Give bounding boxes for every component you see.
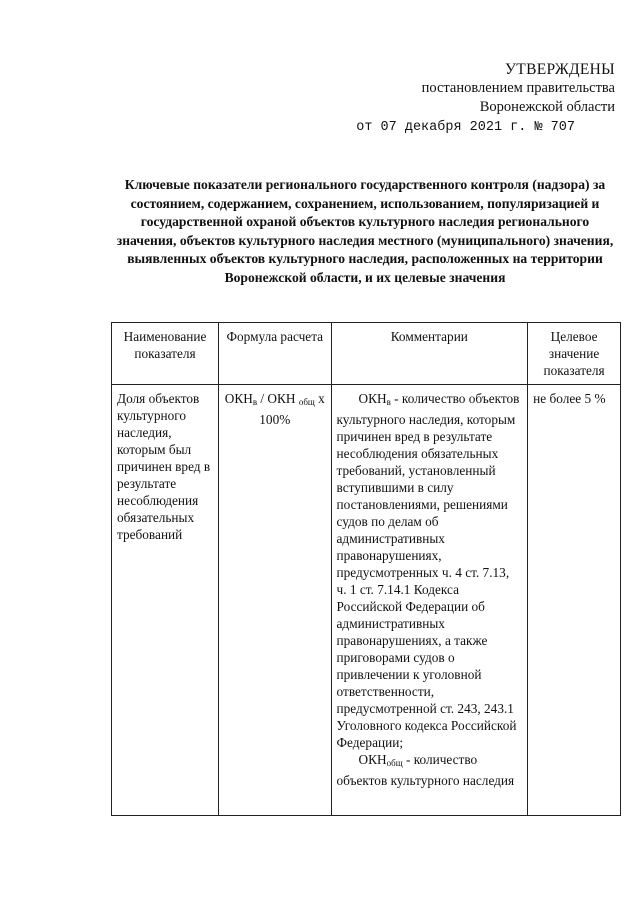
formula-var: ОКН	[224, 391, 253, 406]
header-target-value: Целевое значение показателя	[528, 323, 621, 385]
header-comments: Комментарии	[331, 323, 528, 385]
indicator-name-cell: Доля объектов культурного наследия, которым был причинен вред в результате несоблюдения обязательных требований	[112, 385, 219, 816]
indicators-table	[111, 322, 621, 816]
formula-cell	[219, 385, 332, 816]
comment-paragraph-2	[337, 751, 523, 789]
formula-slash: / ОКН	[257, 391, 299, 406]
comment-1-sub: в	[386, 397, 391, 407]
comment-paragraph-1	[337, 390, 523, 751]
target-value-cell: не более 5 %	[528, 385, 621, 816]
comment-1-text: - количество объектов культурного наследия, которым причинен вред в результате несоблюдения обязательных требований, установленный вступившими в силу постановлениями, решениями судов по делам об административных правонарушениях, предусмотренных ч. 4 ст. 7.13, ч. 1 ст. 7.14.1 Кодекса Российской Федерации об административных правонарушениях, а также приговорами судов о привлечении к уголовной ответственности, предусмотренной ст. 243, 243.1 Уголовного кодекса Российской Федерации;	[336, 391, 520, 750]
comment-2-var: ОКН	[358, 752, 387, 767]
approval-heading: УТВЕРЖДЕНЫ	[505, 61, 615, 78]
table-row	[112, 385, 621, 816]
formula-sub-1: в	[252, 397, 258, 407]
header-formula: Формула расчета	[219, 323, 332, 385]
approval-line-2: Воронежской области	[479, 99, 615, 115]
approval-line-1: постановлением правительства	[421, 80, 615, 96]
approval-date: от 07 декабря 2021 г. № 707	[356, 120, 575, 135]
comment-2-text: - количество объектов культурного наследия	[336, 752, 515, 788]
header-indicator-name: Наименование показателя	[112, 323, 219, 385]
comment-1-var: ОКН	[358, 391, 387, 406]
document-title: Ключевые показатели регионального государственного контроля (надзора) за состоянием, содержанием, сохранением, использованием, популяризацией и государственной охраной объектов культурного наследия регионального значения, объектов культурного наследия местного (муниципального) значения, выявленных объектов культурного наследия, расположенных на территории Воронежской области, и их целевые значения	[116, 177, 614, 285]
formula-sub-2: общ	[298, 397, 315, 407]
approval-block	[356, 60, 615, 137]
comments-cell	[331, 385, 528, 816]
table-header-row	[112, 323, 621, 385]
formula-tail: x 100%	[259, 391, 325, 427]
comment-2-sub: общ	[386, 758, 403, 768]
